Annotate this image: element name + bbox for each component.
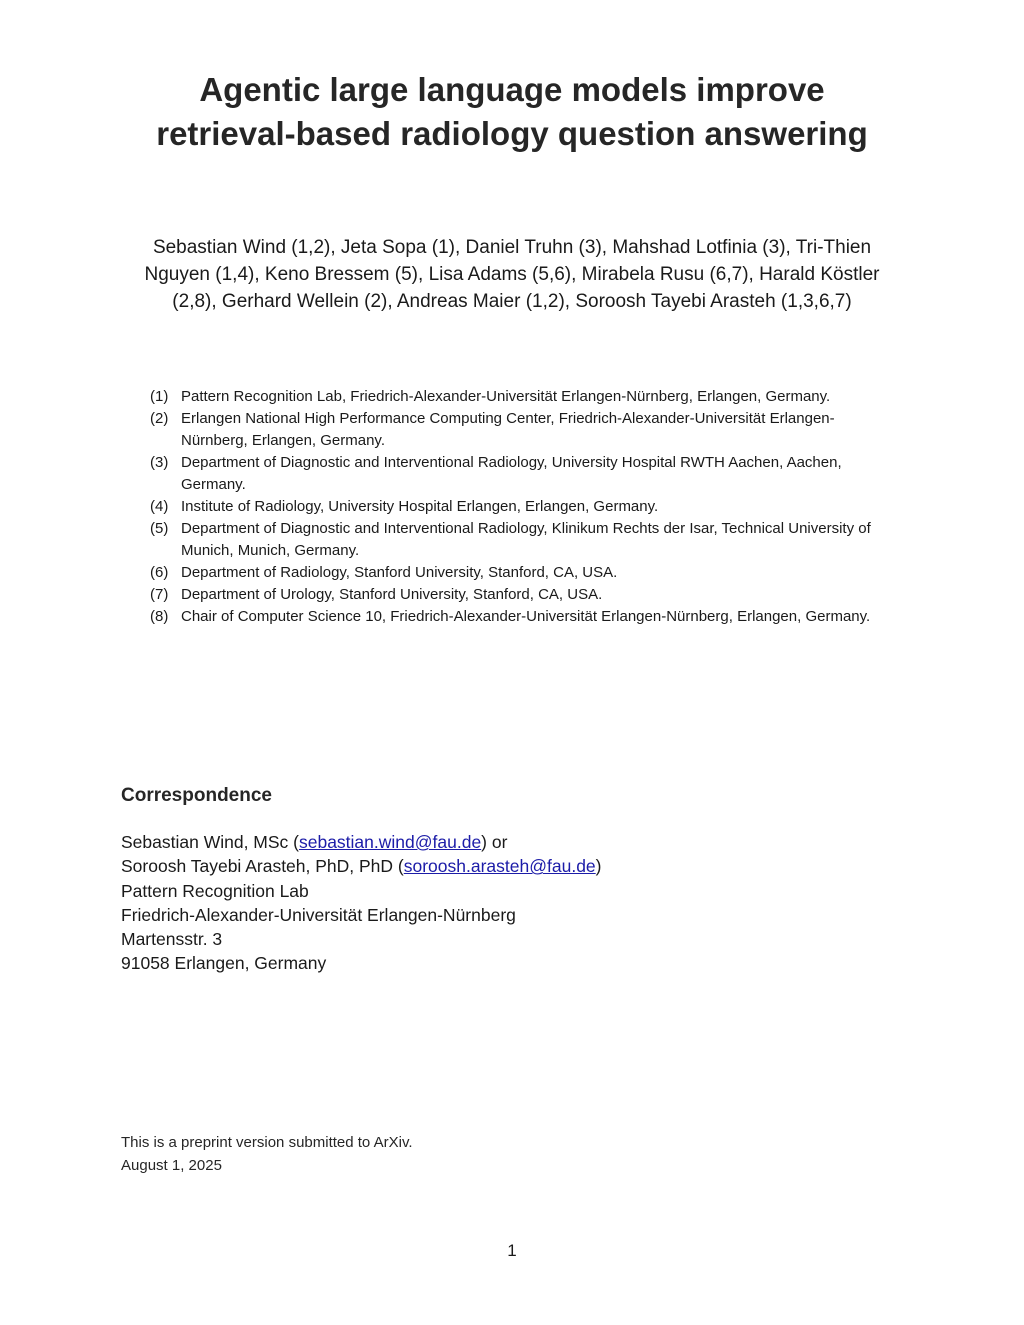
affiliation-text: Department of Radiology, Stanford University, Stanford, CA, USA. xyxy=(181,564,618,581)
author-list xyxy=(110,234,914,315)
affiliation-text: Institute of Radiology, University Hospital Erlangen, Erlangen, Germany. xyxy=(181,498,659,515)
author-2-prefix: Soroosh Tayebi Arasteh, PhD, PhD ( xyxy=(121,856,404,877)
correspondence-block xyxy=(121,830,602,976)
affiliation-item xyxy=(150,562,890,584)
author-2-suffix: ) xyxy=(595,856,602,877)
correspondence-author-2 xyxy=(121,854,602,878)
title-line-2: retrieval-based radiology question answering xyxy=(156,115,868,152)
email-link-soroosh[interactable]: soroosh.arasteh@fau.de xyxy=(403,856,596,877)
affiliation-item xyxy=(150,386,890,408)
correspondence-university: Friedrich-Alexander-Universität Erlangen-Nürnberg xyxy=(121,904,516,925)
affiliation-item xyxy=(150,518,890,562)
author-line-2: Nguyen (1,4), Keno Bressem (5), Lisa Adams (5,6), Mirabela Rusu (6,7), Harald Köstler xyxy=(144,264,880,285)
author-line-3: (2,8), Gerhard Wellein (2), Andreas Maier (1,2), Soroosh Tayebi Arasteh (1,3,6,7) xyxy=(172,291,852,312)
affiliation-text: Department of Diagnostic and Interventional Radiology, Klinikum Rechts der Isar, Technical University of Munich, Munich, Germany. xyxy=(181,520,871,559)
affiliation-number: (5) xyxy=(150,520,169,537)
affiliation-number: (8) xyxy=(150,608,169,625)
affiliation-number: (3) xyxy=(150,454,169,471)
correspondence-city: 91058 Erlangen, Germany xyxy=(121,953,327,974)
affiliation-text: Chair of Computer Science 10, Friedrich-Alexander-Universität Erlangen-Nürnberg, Erlangen, Germany. xyxy=(181,608,871,625)
preprint-note-block xyxy=(121,1131,413,1177)
affiliation-item xyxy=(150,452,890,496)
correspondence-author-1 xyxy=(121,830,602,854)
affiliation-number: (4) xyxy=(150,498,169,515)
email-link-sebastian[interactable]: sebastian.wind@fau.de xyxy=(298,832,482,852)
affiliation-number: (2) xyxy=(150,410,169,427)
preprint-date: August 1, 2025 xyxy=(121,1157,222,1174)
affiliation-number: (1) xyxy=(150,388,169,405)
correspondence-heading: Correspondence xyxy=(121,785,272,806)
affiliation-number: (7) xyxy=(150,586,169,603)
title-line-1: Agentic large language models improve xyxy=(199,71,825,108)
affiliation-number: (6) xyxy=(150,564,169,581)
affiliation-text: Erlangen National High Performance Computing Center, Friedrich-Alexander-Universität Erlangen-Nürnberg, Erlangen, Germany. xyxy=(181,410,835,449)
paper-title xyxy=(100,68,924,156)
affiliation-text: Department of Diagnostic and Interventional Radiology, University Hospital RWTH Aachen, Aachen, Germany. xyxy=(181,454,842,493)
author-1-suffix: ) or xyxy=(481,832,508,852)
affiliation-text: Pattern Recognition Lab, Friedrich-Alexander-Universität Erlangen-Nürnberg, Erlangen, Germany. xyxy=(181,388,831,405)
correspondence-street: Martensstr. 3 xyxy=(121,929,223,950)
affiliation-text: Department of Urology, Stanford University, Stanford, CA, USA. xyxy=(181,586,603,603)
affiliation-list xyxy=(150,386,890,628)
author-line-1: Sebastian Wind (1,2), Jeta Sopa (1), Daniel Truhn (3), Mahshad Lotfinia (3), Tri-Thien xyxy=(152,237,872,258)
page-number: 1 xyxy=(507,1241,517,1260)
affiliation-item xyxy=(150,606,890,628)
affiliation-item xyxy=(150,584,890,606)
preprint-note: This is a preprint version submitted to ArXiv. xyxy=(121,1134,413,1151)
author-1-prefix: Sebastian Wind, MSc ( xyxy=(121,832,299,852)
affiliation-item xyxy=(150,408,890,452)
affiliation-item xyxy=(150,496,890,518)
correspondence-lab: Pattern Recognition Lab xyxy=(121,880,309,901)
